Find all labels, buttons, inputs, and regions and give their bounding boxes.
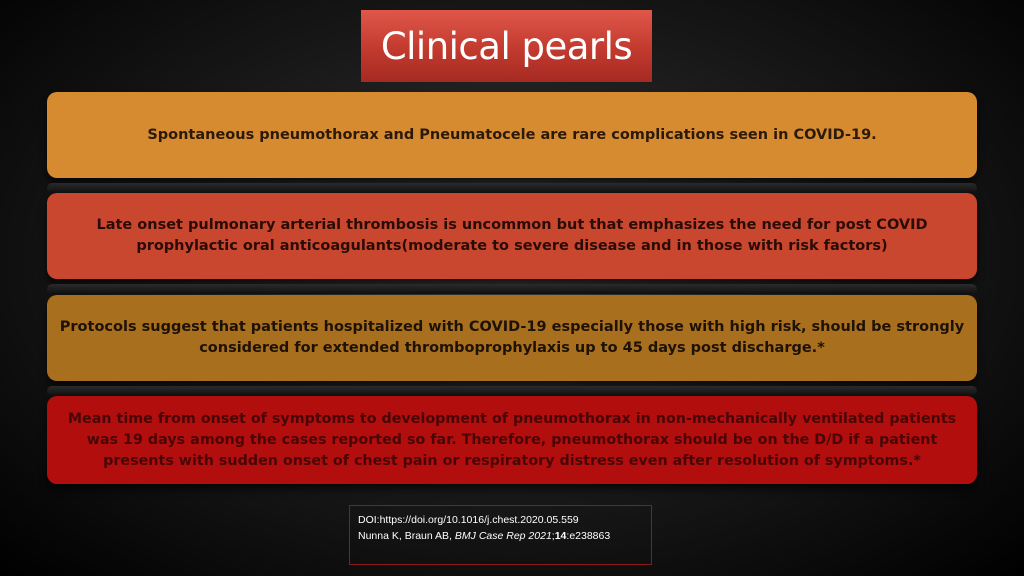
pearl-box-2 bbox=[47, 193, 977, 279]
divider bbox=[47, 284, 977, 294]
pearl-text-1: Spontaneous pneumothorax and Pneumatocele are rare complications seen in COVID-19. bbox=[147, 126, 877, 143]
reference-article: :e238863 bbox=[566, 530, 611, 542]
pearl-text-4: Mean time from onset of symptoms to development of pneumothorax in non-mechanically ventilated patients was 19 days among the cases reported so far. Therefore, pneumothorax should be on the D/D if a patient presents with sudden onset of chest pain or respiratory distress even after resolution of symptoms.* bbox=[67, 410, 957, 469]
pearl-text-3: Protocols suggest that patients hospitalized with COVID-19 especially those with high risk, should be strongly considered for extended thromboprophylaxis up to 45 days post discharge.* bbox=[59, 319, 965, 356]
pearl-text-2: Late onset pulmonary arterial thrombosis is uncommon but that emphasizes the need for post COVID prophylactic oral anticoagulants(moderate to severe disease and in those with risk factors) bbox=[96, 217, 928, 254]
divider bbox=[47, 183, 977, 193]
pearl-box-3 bbox=[47, 295, 977, 381]
reference-authors: Nunna K, Braun AB, bbox=[358, 530, 455, 542]
pearl-box-1 bbox=[47, 92, 977, 178]
reference-journal: BMJ Case Rep 2021 bbox=[454, 530, 552, 542]
reference-citation bbox=[358, 528, 643, 544]
slide-title: Clinical pearls bbox=[380, 24, 633, 68]
reference-doi: DOI:https://doi.org/10.1016/j.chest.2020.05.559 bbox=[358, 514, 579, 526]
title-banner bbox=[361, 10, 652, 82]
reference-separator: ; bbox=[551, 530, 555, 542]
divider bbox=[47, 386, 977, 396]
reference-volume: 14 bbox=[554, 530, 567, 542]
pearl-box-4 bbox=[47, 396, 977, 484]
reference-box bbox=[349, 505, 652, 565]
